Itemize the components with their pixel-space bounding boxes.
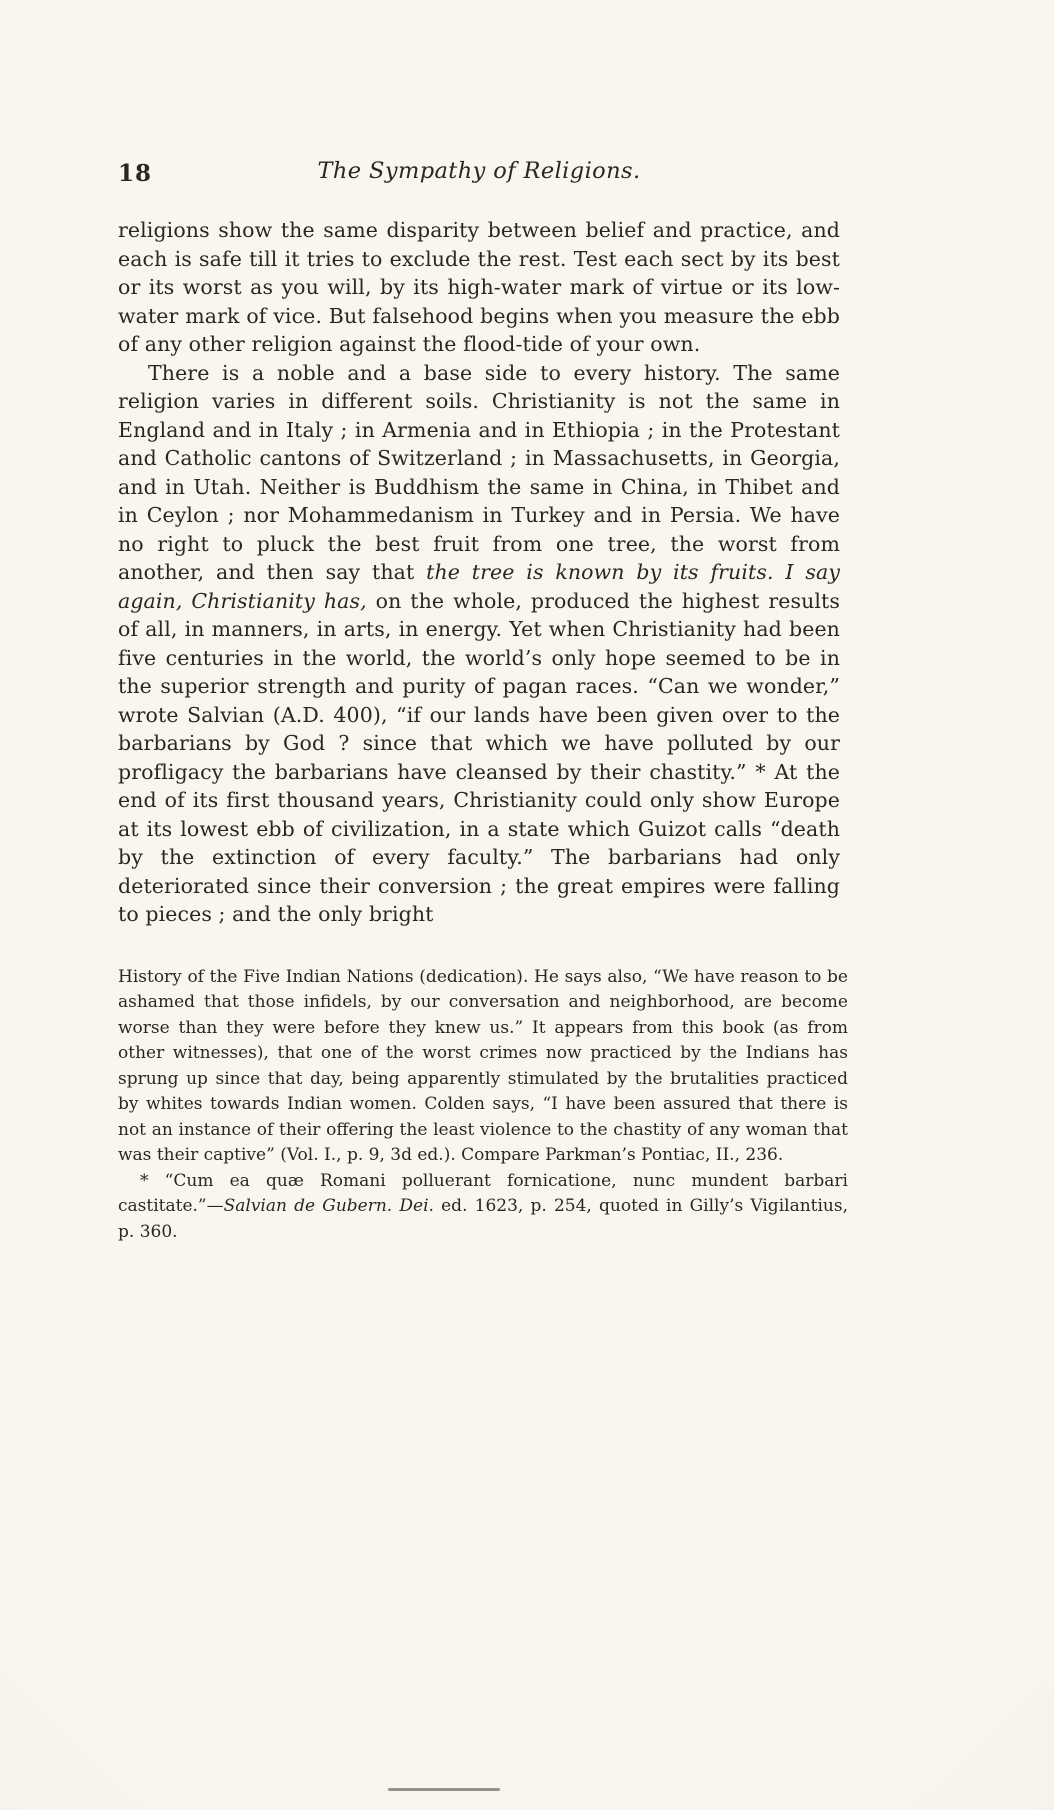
page-number: 18 xyxy=(118,160,153,187)
footnote-paragraph xyxy=(118,1169,848,1246)
body-paragraph xyxy=(118,359,840,929)
footnotes xyxy=(118,965,848,1246)
text-run: History of the Five Indian Nations (dedication). He says also, “We have reason to be ashamed that those infidels, by our conversation and neighborhood, are become worse than they were before they knew us.” It appears from this book (as from other witnesses), that one of the worst crimes now practiced by the Indians has sprung up since that day, being apparently stimulated by the brutalities practiced by whites towards Indian women. Colden says, “I have been assured that there is not an instance of their offering the least violence to the chastity of any woman that was their captive” (Vol. I., p. 9, 3d ed.). Compare Parkman’s Pontiac, II., 236. xyxy=(118,966,848,1165)
running-title: The Sympathy of Religions. xyxy=(317,158,641,184)
footnote-paragraph xyxy=(118,965,848,1169)
italic-text-run: the tree is known by its fruits. I say again, Christianity has, xyxy=(118,560,840,613)
body-paragraph xyxy=(118,216,840,359)
text-run: religions show the same disparity between belief and practice, and each is safe till it tries to exclude the rest. Test each sect by its best or its worst as you will, by its high-water mark of virtue or its low-water mark of vice. But falsehood begins when you measure the ebb of any other religion against the flood-tide of your own. xyxy=(118,218,840,356)
italic-text-run: Salvian de Gubern. Dei. xyxy=(223,1196,434,1216)
text-run: ed. 1623, p. 254, quoted in Gilly’s Vigilantius, p. 360. xyxy=(118,1196,848,1242)
text-run: on the whole, produced the highest results of all, in manners, in arts, in energy. Yet when Christianity had been five centuries in the world, the world’s only hope seemed to be in the superior strength and purity of pagan races. “Can we wonder,” wrote Salvian (A.D. 400), “if our lands have been given over to the barbarians by God ? since that which we have polluted by our profligacy the barbarians have cleansed by their chastity.” * At the end of its first thousand years, Christianity could only show Europe at its lowest ebb of civilization, in a state which Guizot calls “death by the extinction of every faculty.” The barbarians had only deteriorated since their conversion ; the great empires were falling to pieces ; and the only bright xyxy=(118,588,840,926)
page-header xyxy=(118,158,840,192)
text-run: There is a noble and a base side to every history. The same religion varies in different soils. Christianity is not the same in England and in Italy ; in Armenia and in Ethiopia ; in the Protestant and Catholic cantons of Switzerland ; in Massachusetts, in Georgia, and in Utah. Neither is Buddhism the same in China, in Thibet and in Ceylon ; nor Mohammedanism in Turkey and in Persia. We have no right to pluck the best fruit from one tree, the worst from another, and then say that xyxy=(118,360,840,584)
text-run: * “Cum ea quæ Romani polluerant fornicatione, nunc mundent barbari castitate.”— xyxy=(118,1170,848,1216)
body-text xyxy=(118,216,840,929)
scan-artifact-line xyxy=(388,1788,500,1791)
